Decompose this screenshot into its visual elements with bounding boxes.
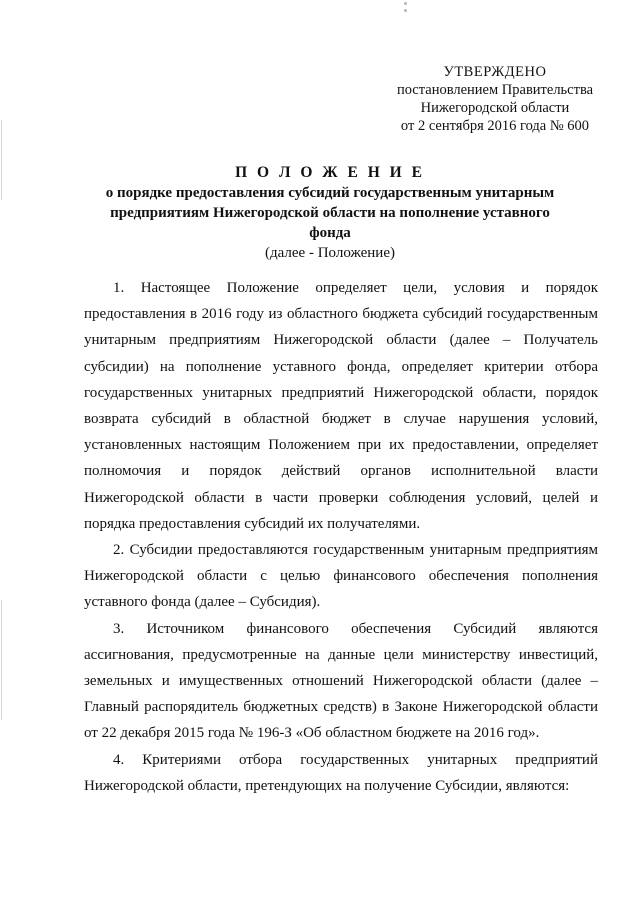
scan-edge-mark	[1, 120, 2, 200]
document-title	[100, 163, 560, 263]
title-subtitle: о порядке предоставления субсидий государственным унитарным предприятиям Нижегородской области на пополнение уставного фонда	[105, 185, 555, 241]
scan-artifact	[404, 2, 407, 5]
paragraph-3: 3. Источником финансового обеспечения Субсидий являются ассигнования, предусмотренные на данные цели министерству инвестиций, земельных и имущественных отношений Нижегородской области (далее – Главный распорядитель бюджетных средств) в Законе Нижегородской области от 22 декабря 2015 года № 196-З «Об областном бюджете на 2016 год».	[84, 620, 598, 742]
title-note: (далее - Положение)	[265, 245, 395, 261]
approval-date: от 2 сентября 2016 года № 600	[400, 118, 590, 134]
paragraph-1: 1. Настоящее Положение определяет цели, условия и порядок предоставления в 2016 году из областного бюджета субсидий государственным унитарным предприятиям Нижегородской области (далее – Получатель субсидии) на пополнение уставного фонда, определяет критерии отбора государственных унитарных предприятий Нижегородской области, порядок возврата субсидий в областной бюджет в случае нарушения условий, установленных настоящим Положением при их предоставлении, определяет полномочия и порядок действий органов исполнительной власти Нижегородской области в части проверки соблюдения условий, целей и порядка предоставления субсидий их получателями.	[84, 280, 598, 532]
approval-by: постановлением Правительства	[396, 82, 594, 98]
document-body	[84, 275, 598, 799]
scan-artifact	[404, 9, 407, 12]
approval-region: Нижегородской области	[420, 100, 570, 116]
paragraph-4: 4. Критериями отбора государственных унитарных предприятий Нижегородской области, претендующих на получение Субсидии, являются:	[84, 751, 598, 794]
approval-approved: УТВЕРЖДЕНО	[443, 64, 547, 80]
paragraph-2: 2. Субсидии предоставляются государственным унитарным предприятиям Нижегородской области с целью финансового обеспечения пополнения уставного фонда (далее – Субсидия).	[84, 542, 598, 611]
title-heading: П О Л О Ж Е Н И Е	[235, 164, 425, 181]
scan-edge-mark	[1, 600, 2, 720]
approval-stamp	[380, 63, 610, 135]
